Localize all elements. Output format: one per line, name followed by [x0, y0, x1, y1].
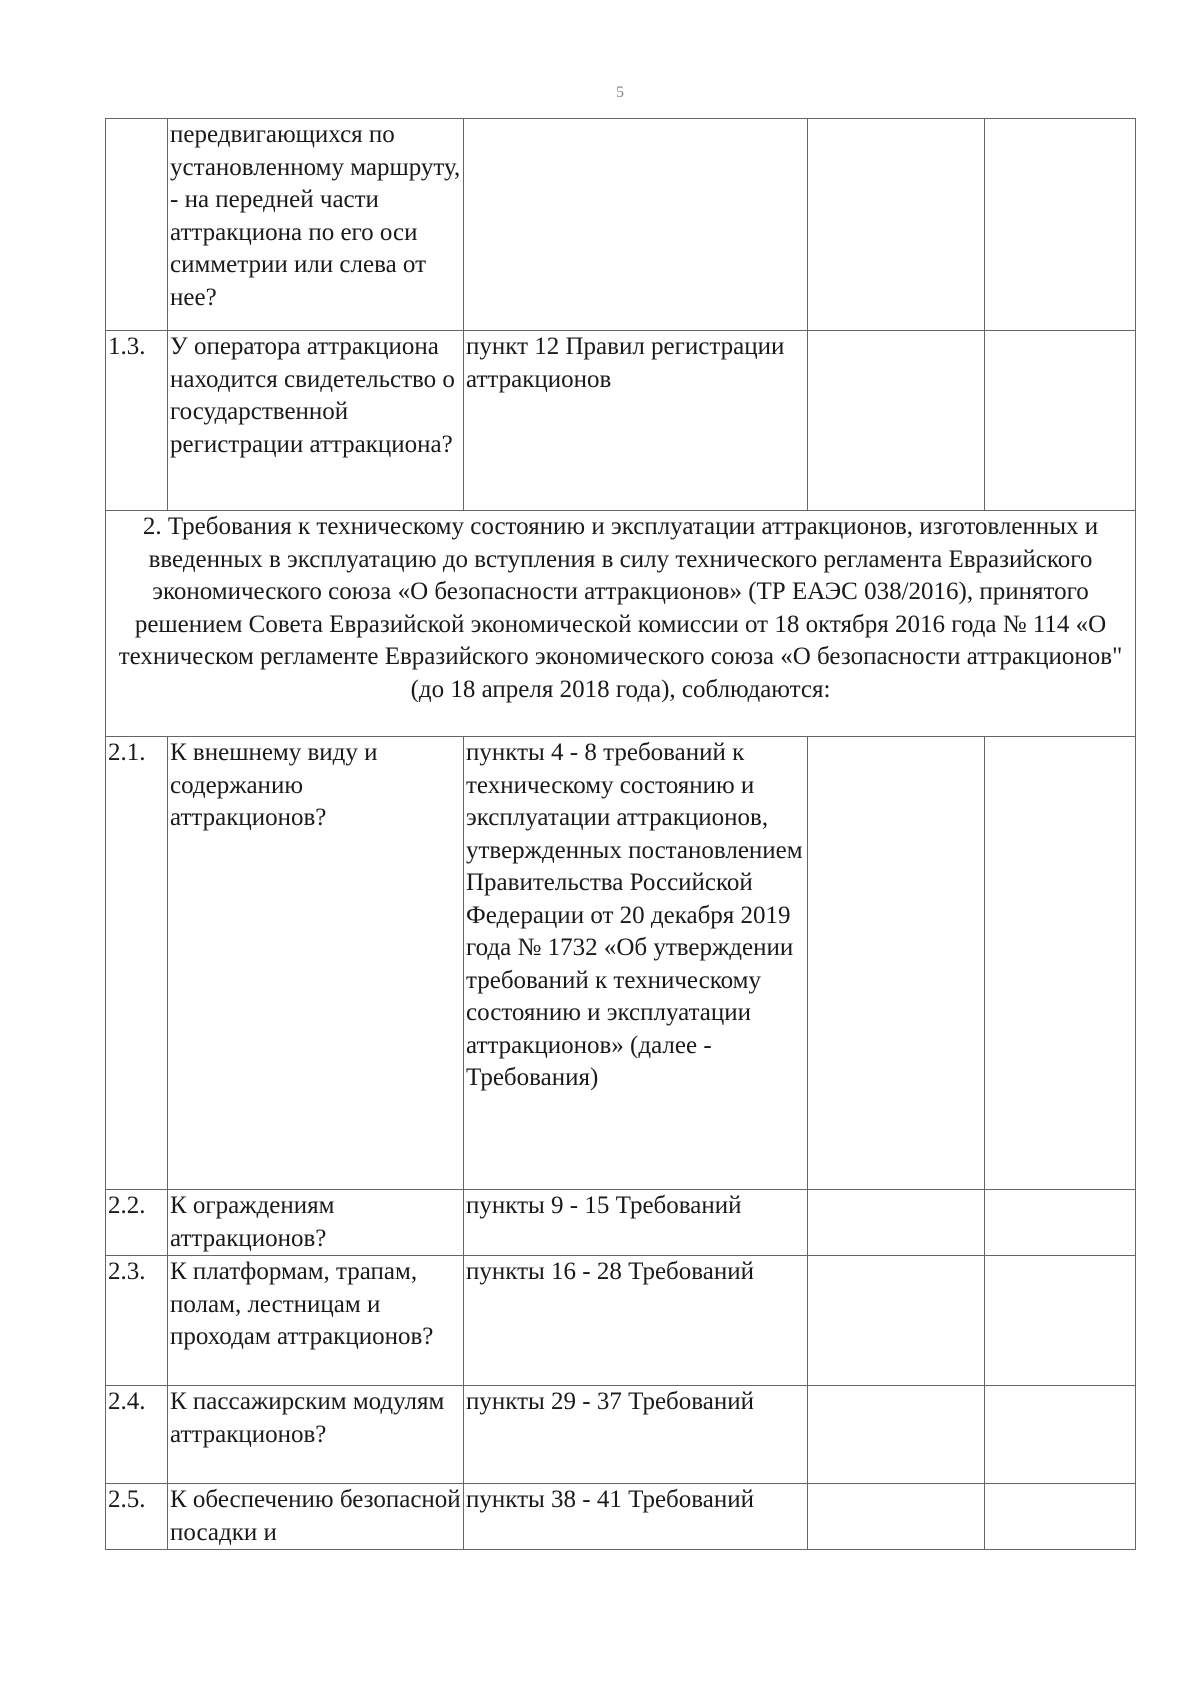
- table-row: [106, 1484, 1136, 1550]
- row-note-cell: [985, 1190, 1136, 1256]
- row-question: К ограждениям аттракционов?: [168, 1190, 464, 1256]
- table-row: [106, 1190, 1136, 1256]
- row-reference: пункты 9 - 15 Требований: [464, 1190, 808, 1256]
- section-heading-row: [106, 511, 1136, 737]
- page-number: 5: [616, 84, 624, 101]
- row-note-cell: [985, 1386, 1136, 1484]
- row-answer-cell: [808, 737, 985, 1190]
- row-number: 2.4.: [106, 1386, 168, 1484]
- row-reference: пункты 29 - 37 Требований: [464, 1386, 808, 1484]
- table-row: [106, 331, 1136, 511]
- section-heading: 2. Требования к техническому состоянию и эксплуатации аттракционов, изготовленных и введенных в эксплуатацию до вступления в силу технического регламента Евразийского экономического союза «О безопасности аттракционов» (ТР ЕАЭС 038/2016), принятого решением Совета Евразийской экономической комиссии от 18 октября 2016 года № 114 «О техническом регламенте Евразийского экономического союза «О безопасности аттракционов" (до 18 апреля 2018 года), соблюдаются:: [106, 511, 1136, 737]
- row-number: 2.3.: [106, 1256, 168, 1386]
- row-note-cell: [985, 737, 1136, 1190]
- row-answer-cell: [808, 1256, 985, 1386]
- row-note-cell: [985, 1484, 1136, 1550]
- row-number: 1.3.: [106, 331, 168, 511]
- table-row: [106, 1256, 1136, 1386]
- row-question: К платформам, трапам, полам, лестницам и проходам аттракционов?: [168, 1256, 464, 1386]
- row-note-cell: [985, 1256, 1136, 1386]
- row-reference: пункты 16 - 28 Требований: [464, 1256, 808, 1386]
- row-question: У оператора аттракциона находится свидетельство о государственной регистрации аттракциона?: [168, 331, 464, 511]
- row-answer-cell: [808, 119, 985, 331]
- row-answer-cell: [808, 1484, 985, 1550]
- table-row: [106, 737, 1136, 1190]
- row-number: 2.5.: [106, 1484, 168, 1550]
- row-number: 2.2.: [106, 1190, 168, 1256]
- row-question: К пассажирским модулям аттракционов?: [168, 1386, 464, 1484]
- table-row: [106, 1386, 1136, 1484]
- row-answer-cell: [808, 1386, 985, 1484]
- row-reference: [464, 119, 808, 331]
- row-reference: пункты 38 - 41 Требований: [464, 1484, 808, 1550]
- row-number: [106, 119, 168, 331]
- row-reference: пункт 12 Правил регистрации аттракционов: [464, 331, 808, 511]
- row-number: 2.1.: [106, 737, 168, 1190]
- row-note-cell: [985, 119, 1136, 331]
- table-row: [106, 119, 1136, 331]
- row-question: К внешнему виду и содержанию аттракционов?: [168, 737, 464, 1190]
- checklist-table: [105, 118, 1136, 1550]
- row-answer-cell: [808, 1190, 985, 1256]
- row-note-cell: [985, 331, 1136, 511]
- row-answer-cell: [808, 331, 985, 511]
- row-question: К обеспечению безопасной посадки и: [168, 1484, 464, 1550]
- row-reference: пункты 4 - 8 требований к техническому состоянию и эксплуатации аттракционов, утвержденных постановлением Правительства Российской Федерации от 20 декабря 2019 года № 1732 «Об утверждении требований к техническому состоянию и эксплуатации аттракционов» (далее - Требования): [464, 737, 808, 1190]
- row-question: передвигающихся по установленному маршруту, - на передней части аттракциона по его оси симметрии или слева от нее?: [168, 119, 464, 331]
